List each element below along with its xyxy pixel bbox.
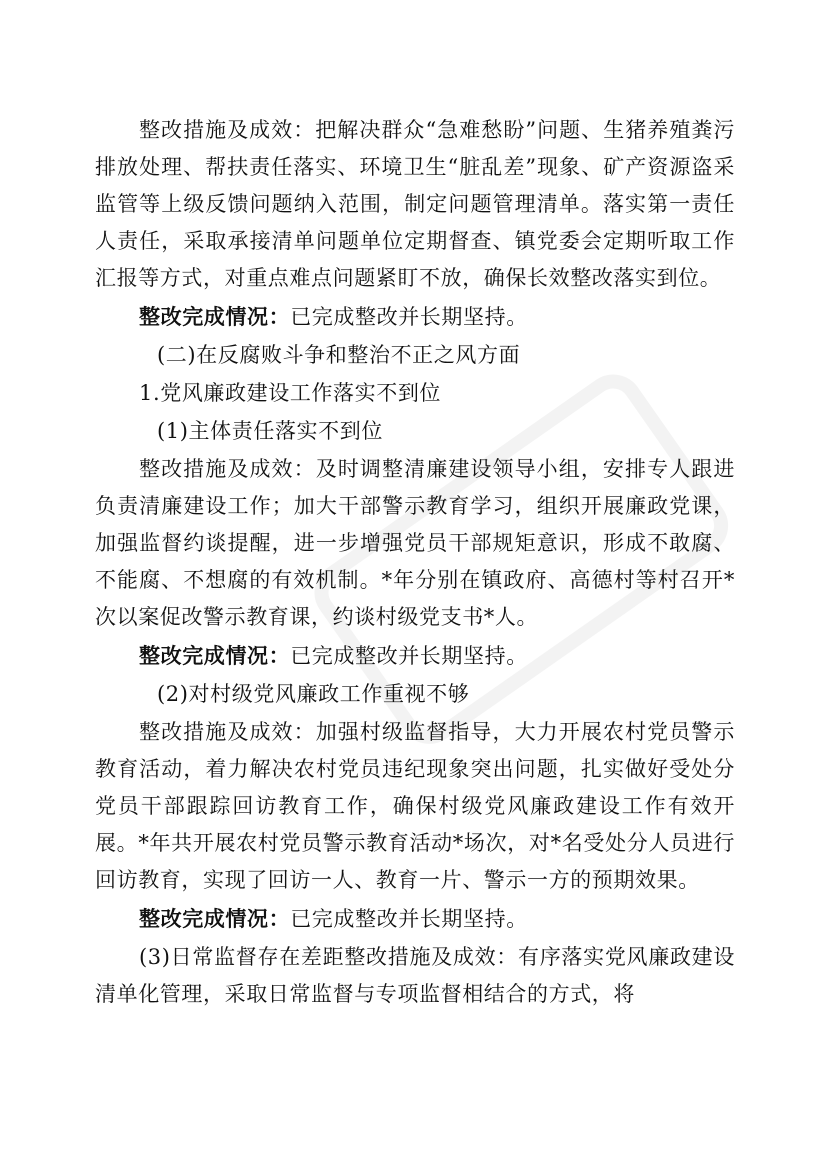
status-label: 整改完成情况：	[139, 906, 291, 931]
paragraph-measures: 整改措施及成效：及时调整清廉建设领导小组，安排专人跟进负责清廉建设工作；加大干部警示教育学习，组织开展廉政党课，加强监督约谈提醒，进一步增强党员干部规矩意识，形成不敢腐、不能腐、不想腐的有效机制。*年分别在镇政府、高德村等村召开*次以案促改警示教育课，约谈村级党支书*人。	[95, 457, 735, 629]
status-text: 已完成整改并长期坚持。	[290, 644, 528, 668]
section-heading: (二)在反腐败斗争和整治不正之风方面	[157, 343, 521, 367]
status-label: 整改完成情况：	[139, 643, 291, 668]
paragraph-measures: 整改措施及成效：把解决群众“急难愁盼”问题、生猪养殖粪污排放处理、帮扶责任落实、环境卫生“脏乱差”现象、矿产资源盗采监管等上级反馈问题纳入范围，制定问题管理清单。落实第一责任人责任，采取承接清单问题单位定期督查、镇党委会定期听取工作汇报等方式，对重点难点问题紧盯不放，确保长效整改落实到位。	[95, 118, 735, 290]
status-text: 已完成整改并长期坚持。	[290, 907, 528, 931]
paragraph-status	[95, 900, 735, 938]
paragraph-status	[95, 298, 735, 336]
sub-heading: (2)对村级党风廉政工作重视不够	[157, 682, 470, 706]
paragraph-status	[95, 637, 735, 675]
item-heading: 1.党风廉政建设工作落实不到位	[139, 381, 442, 405]
status-label: 整改完成情况：	[139, 304, 291, 329]
document-body	[95, 112, 735, 1014]
sub-heading: (1)主体责任落实不到位	[157, 419, 383, 443]
status-text: 已完成整改并长期坚持。	[290, 305, 528, 329]
paragraph-measures: (3)日常监督存在差距整改措施及成效：有序落实党风廉政建设清单化管理，采取日常监督与专项监督相结合的方式，将	[95, 945, 735, 1006]
paragraph-measures: 整改措施及成效：加强村级监督指导，大力开展农村党员警示教育活动，着力解决农村党员违纪现象突出问题，扎实做好受处分党员干部跟踪回访教育工作，确保村级党风廉政建设工作有效开展。*年共开展农村党员警示教育活动*场次，对*名受处分人员进行回访教育，实现了回访一人、教育一片、警示一方的预期效果。	[95, 720, 735, 892]
